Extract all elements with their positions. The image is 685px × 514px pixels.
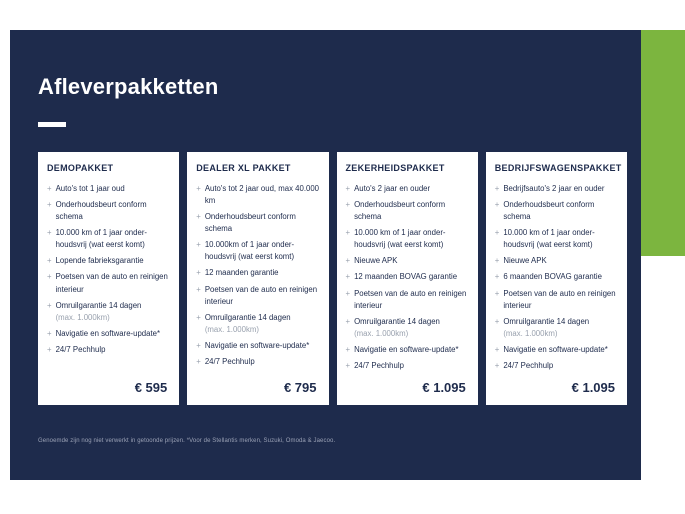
- feature-text: Navigatie en software-update*: [55, 328, 161, 338]
- feature-item: [346, 255, 469, 267]
- plus-icon: +: [345, 344, 351, 354]
- feature-item: [495, 271, 618, 283]
- feature-text: Onderhoudsbeurt conform schema: [354, 200, 446, 222]
- feature-item: [47, 183, 170, 195]
- feature-text: Navigatie en software-update*: [354, 344, 459, 354]
- plus-icon: +: [345, 200, 351, 210]
- plus-icon: +: [47, 328, 52, 338]
- plus-icon: +: [494, 184, 500, 193]
- package-price: € 1.095: [571, 380, 615, 395]
- feature-text: Auto's tot 1 jaar oud: [55, 184, 125, 193]
- feature-text: 10.000 km of 1 jaar onder-houdsvrij (wat eerst komt): [503, 228, 595, 250]
- feature-item: [196, 312, 319, 336]
- footnote: Genoemde zijn nog niet verwerkt in getoonde prijzen. *Voor de Stellantis merken, Suzuki, Omoda & Jaecoo.: [38, 438, 336, 444]
- feature-text: Auto's 2 jaar en ouder: [354, 184, 431, 193]
- feature-text: 24/7 Pechhulp: [55, 344, 106, 354]
- feature-item: [47, 199, 170, 223]
- feature-item: [47, 255, 170, 267]
- feature-text: Onderhoudsbeurt conform schema: [204, 212, 296, 234]
- feature-item: [196, 211, 319, 235]
- package-name: DEMOPAKKET: [47, 163, 114, 173]
- plus-icon: +: [345, 288, 351, 298]
- feature-item: [346, 360, 469, 372]
- feature-text: 6 maanden BOVAG garantie: [503, 272, 602, 282]
- plus-icon: +: [196, 284, 201, 294]
- plus-icon: +: [494, 288, 500, 298]
- feature-text: 10.000 km of 1 jaar onder-houdsvrij (wat eerst komt): [55, 228, 148, 250]
- feature-item: [495, 360, 618, 372]
- green-accent-bar: [641, 30, 685, 256]
- plus-icon: +: [494, 256, 500, 266]
- plus-icon: +: [47, 300, 52, 310]
- plus-icon: +: [47, 184, 52, 193]
- feature-note: (max. 1.000km): [55, 312, 110, 322]
- plus-icon: +: [345, 256, 351, 266]
- feature-note: (max. 1.000km): [503, 328, 558, 338]
- plus-icon: +: [196, 340, 201, 350]
- package-feature-list: [47, 183, 170, 360]
- feature-note: (max. 1.000km): [354, 328, 409, 338]
- feature-item: [47, 227, 170, 251]
- plus-icon: +: [494, 228, 500, 238]
- feature-item: [346, 183, 469, 195]
- package-card-demopakket: [38, 152, 179, 405]
- feature-item: [495, 183, 618, 195]
- package-name: ZEKERHEIDSPAKKET: [345, 163, 445, 173]
- feature-note: (max. 1.000km): [204, 324, 259, 334]
- feature-text: Nieuwe APK: [503, 256, 547, 266]
- plus-icon: +: [494, 200, 500, 210]
- plus-icon: +: [494, 316, 500, 326]
- feature-item: [346, 227, 469, 251]
- feature-text: Poetsen van de auto en reinigen interieur: [354, 288, 467, 310]
- feature-text: Navigatie en software-update*: [204, 340, 310, 350]
- package-card-bedrijfswagens: [486, 152, 627, 405]
- plus-icon: +: [345, 228, 351, 238]
- plus-icon: +: [196, 268, 201, 278]
- feature-item: [346, 288, 469, 312]
- packages-row: [38, 152, 627, 405]
- feature-text: 24/7 Pechhulp: [354, 360, 404, 370]
- plus-icon: +: [345, 272, 351, 282]
- feature-text: 12 maanden garantie: [204, 268, 279, 278]
- feature-text: Navigatie en software-update*: [503, 344, 608, 354]
- feature-text: Omruilgarantie 14 dagen (max. 1.000km): [56, 300, 171, 324]
- plus-icon: +: [494, 344, 500, 354]
- feature-item: [346, 344, 469, 356]
- feature-item: [495, 316, 618, 340]
- plus-icon: +: [47, 344, 52, 354]
- plus-icon: +: [494, 360, 500, 370]
- feature-text: Bedrijfsauto's 2 jaar en ouder: [503, 184, 605, 193]
- plus-icon: +: [345, 316, 351, 326]
- feature-text: Poetsen van de auto en reinigen interieur: [204, 284, 318, 306]
- plus-icon: +: [47, 228, 52, 238]
- feature-item: [47, 344, 170, 356]
- feature-item: [495, 199, 618, 223]
- feature-text: Nieuwe APK: [354, 256, 398, 266]
- plus-icon: +: [47, 256, 52, 266]
- package-card-dealer-xl: [187, 152, 328, 405]
- feature-text: 12 maanden BOVAG garantie: [354, 272, 458, 282]
- plus-icon: +: [47, 200, 52, 210]
- feature-item: [196, 183, 319, 207]
- plus-icon: +: [196, 312, 201, 322]
- plus-icon: +: [47, 272, 52, 282]
- package-feature-list: [346, 183, 469, 376]
- feature-text: 10.000 km of 1 jaar onder-houdsvrij (wat eerst komt): [354, 228, 446, 250]
- slide-background-panel: [10, 30, 641, 480]
- plus-icon: +: [345, 184, 351, 193]
- feature-item: [47, 328, 170, 340]
- feature-text: Auto's tot 2 jaar oud, max 40.000 km: [204, 184, 319, 206]
- feature-text: Onderhoudsbeurt conform schema: [55, 200, 147, 222]
- plus-icon: +: [345, 360, 351, 370]
- package-price: € 595: [134, 380, 168, 395]
- feature-text: Onderhoudsbeurt conform schema: [503, 200, 595, 222]
- package-card-zekerheid: [337, 152, 478, 405]
- feature-item: [495, 344, 618, 356]
- feature-text: 24/7 Pechhulp: [204, 356, 255, 366]
- feature-text: 10.000km of 1 jaar onder-houdsvrij (wat eerst komt): [204, 240, 295, 262]
- feature-item: [346, 316, 469, 340]
- package-price: € 795: [283, 380, 317, 395]
- feature-item: [346, 271, 469, 283]
- feature-item: [495, 227, 618, 251]
- package-feature-list: [495, 183, 618, 376]
- package-price: € 1.095: [422, 380, 466, 395]
- plus-icon: +: [196, 184, 201, 193]
- feature-text: Omruilgarantie 14 dagen (max. 1.000km): [503, 316, 618, 340]
- plus-icon: +: [196, 356, 201, 366]
- feature-item: [47, 271, 170, 295]
- package-name: DEALER XL PAKKET: [196, 163, 291, 173]
- feature-item: [196, 284, 319, 308]
- feature-text: Omruilgarantie 14 dagen (max. 1.000km): [205, 312, 320, 336]
- feature-item: [196, 239, 319, 263]
- feature-text: 24/7 Pechhulp: [503, 360, 554, 370]
- feature-item: [47, 300, 170, 324]
- feature-text: Poetsen van de auto en reinigen interieur: [55, 272, 168, 294]
- feature-item: [196, 267, 319, 279]
- feature-item: [495, 288, 618, 312]
- plus-icon: +: [196, 240, 201, 250]
- package-feature-list: [196, 183, 319, 372]
- title-underline: [38, 122, 66, 127]
- feature-item: [196, 356, 319, 368]
- page-title: Afleverpakketten: [38, 74, 219, 99]
- feature-text: Omruilgarantie 14 dagen (max. 1.000km): [354, 316, 469, 340]
- package-name: BEDRIJFSWAGENSPAKKET: [494, 163, 622, 173]
- feature-item: [196, 340, 319, 352]
- feature-item: [346, 199, 469, 223]
- feature-item: [495, 255, 618, 267]
- feature-text: Lopende fabrieksgarantie: [55, 256, 144, 266]
- feature-text: Poetsen van de auto en reinigen interieur: [503, 288, 616, 310]
- plus-icon: +: [494, 272, 500, 282]
- plus-icon: +: [196, 212, 201, 222]
